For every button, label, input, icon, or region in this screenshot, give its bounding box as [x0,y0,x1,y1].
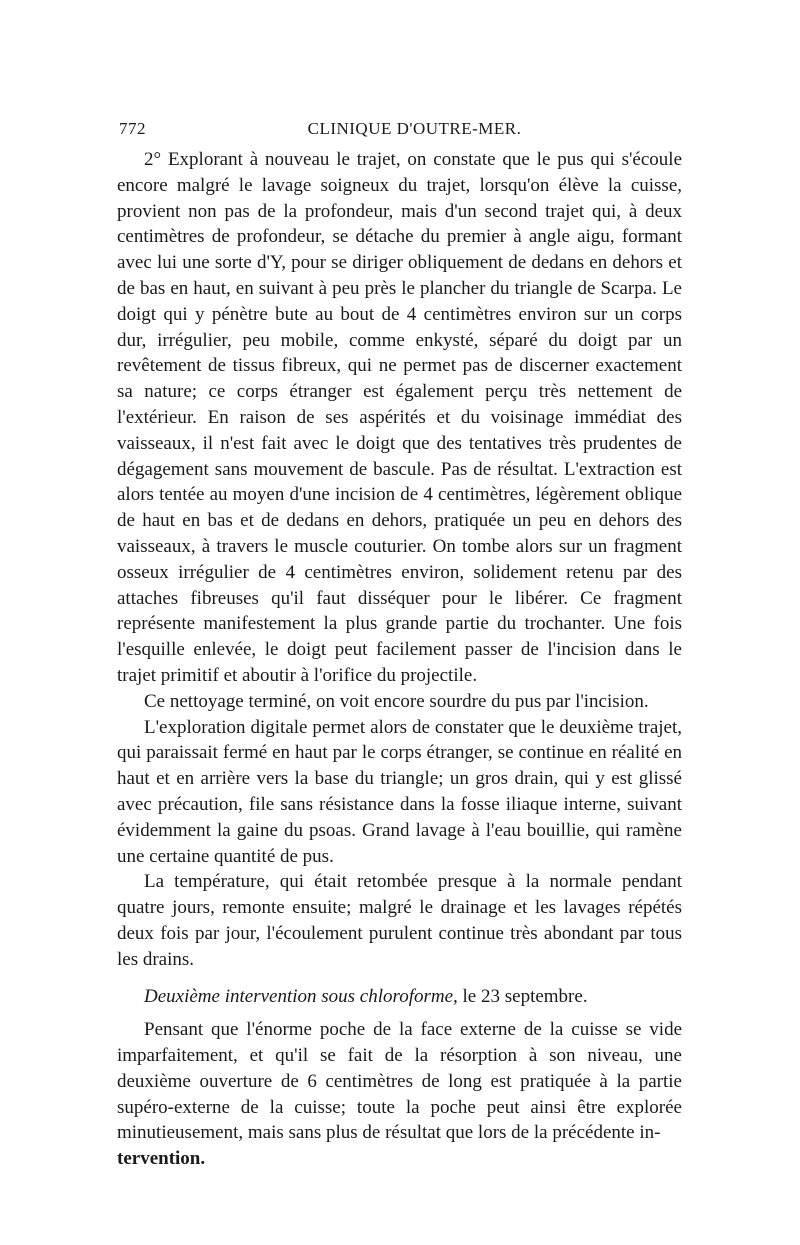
section-heading-date: le 23 septembre. [457,985,588,1007]
running-title: CLINIQUE D'OUTRE-MER. [307,119,522,138]
page-number: 772 [119,119,146,138]
paragraph-second-opening-text: Pensant que l'énorme poche de la face externe de la cuisse se vide imparfaitement, et qu'il se fait de la résorption à son niveau, une deuxième ouverture de 6 centimètres de long est pratiquée à la partie supéro-externe de la cuisse; toute la poche peut ainsi être explorée minutieusement, mais sans plus de résultat que lors de la précédente in- [117,1019,682,1144]
paragraph-digital-exploration: L'exploration digitale permet alors de constater que le deuxième trajet, qui paraissait fermé en haut par le corps étranger, se continue en réalité en haut et en arrière vers la base du triangle; un gros drain, qui y est glissé avec précaution, file sans résistance dans la fosse iliaque interne, suivant évidemment la gaine du psoas. Grand lavage à l'eau bouillie, qui ramène une certaine quantité de pus. [117,716,682,867]
paragraph-exploration: 2° Explorant à nouveau le trajet, on constate que le pus qui s'écoule encore malgré le lavage soigneux du trajet, lorsqu'on élève la cuisse, provient non pas de la profondeur, mais d'un second trajet qui, à deux centimètres de profondeur, se détache du premier à angle aigu, formant avec lui une sorte d'Y, pour se diriger obliquement de dedans en dehors et de bas en haut, en suivant à peu près le plancher du triangle de Scarpa. Le doigt qui y pénètre bute au bout de 4 centimètres environ sur un corps dur, irrégulier, peu mobile, comme enkysté, séparé du doigt par un revêtement de tissus fibreux, qui ne permet pas de discerner exactement sa nature; ce corps étranger est également perçu très nettement de l'extérieur. En raison de ses aspérités et du voisinage immédiat des vaisseaux, il n'est fait avec le doigt que des tentatives très prudentes de dégagement sans mouvement de bascule. Pas de résultat. L'extraction est alors tentée au moyen d'une incision de 4 centimètres, légèrement oblique de haut en bas et de dedans en dehors, pratiquée un peu en dehors des vaisseaux, à travers le muscle couturier. On tombe alors sur un fragment osseux irrégulier de 4 centimètres environ, solidement retenu par des attaches fibreuses qu'il faut disséquer pour le libérer. Ce fragment représente manifestement la plus grande partie du trochanter. Une fois l'esquille enlevée, le doigt peut facilement passer de l'incision dans le trajet primitif et aboutir à l'orifice du projectile. [117,149,682,686]
paragraph-second-opening [117,1017,682,1172]
section-heading [117,984,682,1010]
running-head [117,113,682,143]
section-heading-title: Deuxième intervention sous chloroforme, [144,985,458,1007]
paragraph-temperature: La température, qui était retombée presque à la normale pendant quatre jours, remonte ensuite; malgré le drainage et les lavages répétés deux fois par jour, l'écoulement purulent continue très abondant par tous les drains. [117,871,682,970]
paragraph-cleaning: Ce nettoyage terminé, on voit encore sourdre du pus par l'incision. [144,690,649,712]
paragraph-second-opening-end: tervention. [117,1148,206,1170]
page [117,113,682,1172]
